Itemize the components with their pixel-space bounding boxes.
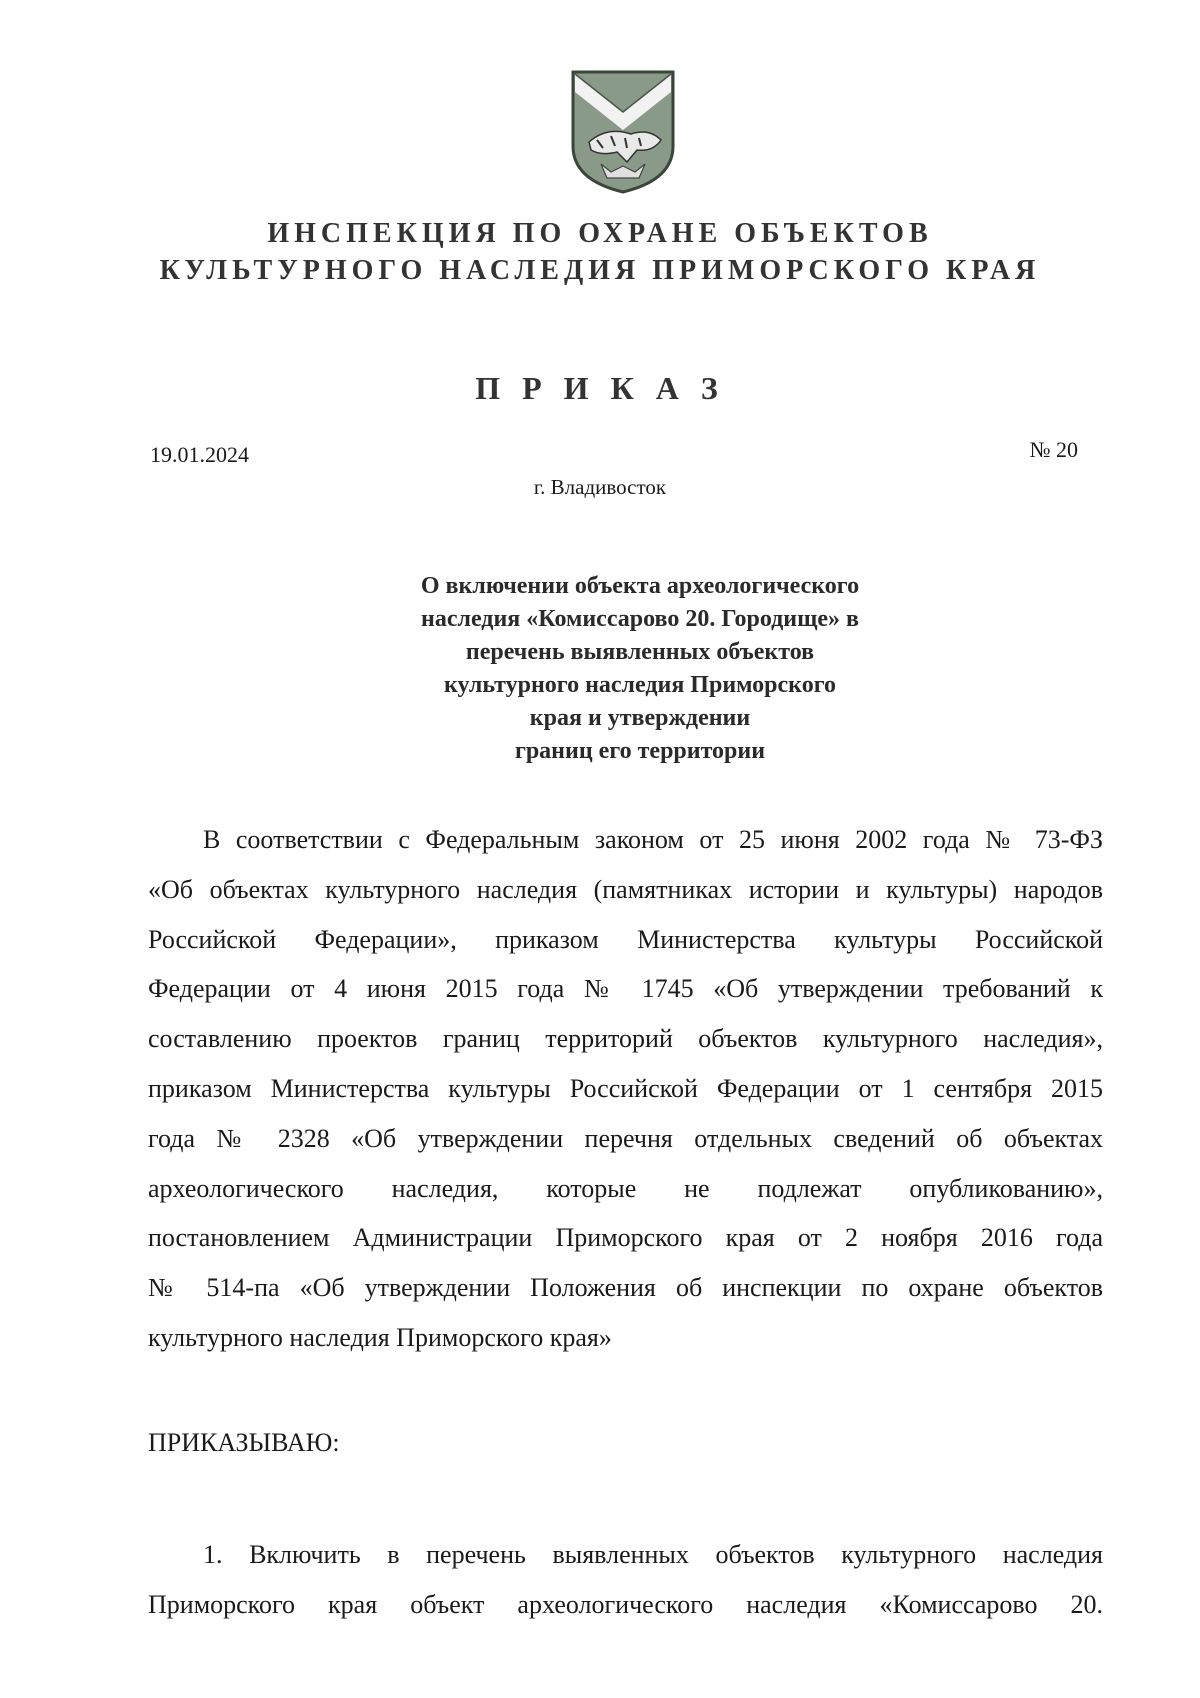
order-word: ПРИКАЗЫВАЮ: — [148, 1428, 340, 1457]
preamble-line: № 514-па «Об утверждении Положения об инспекции по охране объектов — [148, 1273, 1103, 1303]
title-line: О включении объекта археологического — [420, 573, 860, 599]
order-item-1 — [148, 1530, 1103, 1630]
coat-of-arms-icon — [567, 68, 679, 194]
title-line: культурного наследия Приморского — [443, 672, 836, 698]
org-name-line-1: ИНСПЕКЦИЯ ПО ОХРАНЕ ОБЪЕКТОВ — [267, 218, 933, 249]
preamble-line: постановлением Администрации Приморского края от 2 ноября 2016 года — [148, 1223, 1103, 1253]
document-date: 19.01.2024 — [150, 442, 249, 467]
preamble-line: составлению проектов границ территорий объектов культурного наследия», — [148, 1024, 1103, 1054]
preamble-line: Федерации от 4 июня 2015 года № 1745 «Об утверждении требований к — [148, 974, 1103, 1004]
org-name-line-2: КУЛЬТУРНОГО НАСЛЕДИЯ ПРИМОРСКОГО КРАЯ — [159, 255, 1041, 286]
title-line: края и утверждении — [529, 705, 751, 731]
preamble-line: археологического наследия, которые не подлежат опубликованию», — [148, 1173, 1103, 1203]
preamble-line: культурного наследия Приморского края» — [148, 1322, 612, 1352]
order-item-line: 1. Включить в перечень выявленных объектов культурного наследия — [203, 1540, 1103, 1569]
preamble-line: Российской Федерации», приказом Министерства культуры Российской — [148, 924, 1103, 954]
preamble-line: года № 2328 «Об утверждении перечня отдельных сведений об объектах — [148, 1123, 1103, 1153]
preamble-line: В соответствии с Федеральным законом от 25 июня 2002 года № 73-ФЗ — [203, 825, 1103, 854]
document-type-heading: П Р И К А З — [475, 370, 725, 406]
order-item-line: Приморского края объект археологического наследия «Комиссарово 20. — [148, 1589, 1103, 1619]
preamble-paragraph — [148, 815, 1103, 1363]
preamble-line: «Об объектах культурного наследия (памятниках истории и культуры) народов — [148, 874, 1103, 904]
title-line: границ его территории — [514, 738, 766, 764]
document-number: № 20 — [1029, 437, 1078, 462]
title-line: наследия «Комиссарово 20. Городище» в — [421, 606, 859, 632]
title-line: перечень выявленных объектов — [465, 639, 815, 665]
preamble-line: приказом Министерства культуры Российской Федерации от 1 сентября 2015 — [148, 1073, 1103, 1103]
document-city: г. Владивосток — [533, 475, 667, 499]
document-title — [360, 570, 920, 768]
